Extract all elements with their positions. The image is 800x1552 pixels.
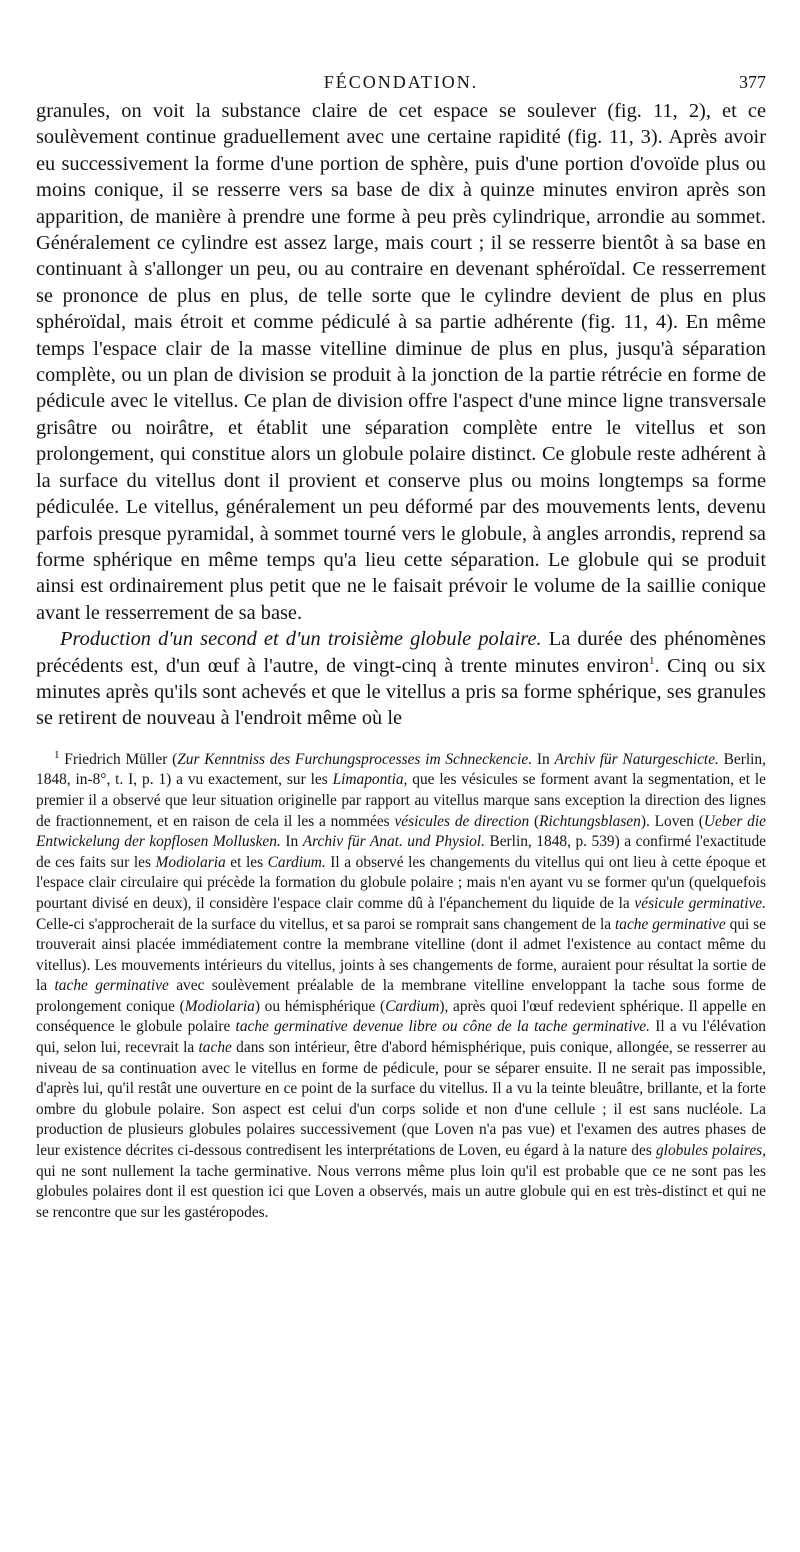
- running-head: [36, 68, 766, 98]
- footnote-term-italic: Richtungsblasen: [539, 812, 641, 830]
- paragraph-1: granules, on voit la substance claire de cet espace se soulever (fig. 11, 2), et ce soulèvement continue graduellement avec une certaine rapidité (fig. 11, 3). Après avoir eu successivement la forme d'une portion de sphère, puis d'une portion d'ovoïde plus ou moins conique, il se resserre vers sa base de dix à quinze minutes environ après son apparition, de manière à prendre une forme à peu près cylindrique, arrondie au sommet. Généralement ce cylindre est assez large, mais court ; il se resserre bientôt à sa base en continuant à s'allonger un peu, ou au contraire en devenant sphéroïdal. Ce resserrement se prononce de plus en plus, de telle sorte que le cylindre devient de plus en plus sphéroïdal, mais étroit et comme pédiculé à sa partie adhérente (fig. 11, 4). En même temps l'espace clair de la masse vitelline diminue de plus en plus, jusqu'à séparation complète, ou un plan de division se produit à la jonction de la partie rétrécie en forme de pédicule avec le vitellus. Ce plan de division offre l'aspect d'une mince ligne transversale grisâtre ou noirâtre, et établit une séparation complète entre le vitellus et son prolongement, qui constitue alors un globule polaire distinct. Ce globule reste adhérent à la surface du vitellus dont il provient et conserve plus ou moins longtemps sa forme pédiculée. Le vitellus, généralement un peu déformé par des mouvements lents, devenu parfois presque pyramidal, à sommet tourné vers le globule, à angles arrondis, reprend sa forme sphérique en même temps qu'a lieu cette séparation. Le globule qui se produit ainsi est ordinairement plus petit que ne le faisait prévoir le volume de la saillie conique avant le resserrement de sa base.: [36, 100, 766, 624]
- footnote-marker: 1: [54, 748, 60, 761]
- footnote-segment: Il a observé les changements du vitellus qui ont lieu à cette époque et l'espace clair circulaire qui précède la formation du globule polaire ; mais n'en ayant vu se former qu'un (quelquefois pourtant divisé en deux), il considère l'espace clair comme dû à l'épanchement du liquide de la: [36, 853, 767, 912]
- footnote-segment: dans son intérieur, être d'abord hémisphérique, puis conique, allongée, se resserrer au niveau de sa continuation avec le vitellus en forme de pédicule, pour se séparer ensuite. Il ne serait pas impossible, d'après lui, qu'il restât une ouverture en ce point de la surface du vitellus. Il a vu la teinte bleuâtre, brillante, et la forte ombre du globule polaire. Son aspect est celui d'un corps solide et non d'une cellule ; il est sans nucléole. La production de plusieurs globules polaires successivement (que Loven n'a pas vue) et l'examen des autres phases de leur existence décrites ci-dessous contredisent les interprétations de Loven, eu égard à la nature des: [36, 1039, 766, 1160]
- paragraph-2-end: . Cinq ou six minutes après qu'ils sont achevés et que le vitellus a pris sa forme sphérique, ses granules se retirent de nouveau à l'endroit même où le: [36, 654, 766, 730]
- footnote-segment: (: [529, 812, 540, 830]
- footnote-text: [36, 750, 766, 1224]
- footnote-taxon-italic: Cardium.: [267, 853, 326, 871]
- footnote-segment: qui ne sont nullement la tache germinative. Nous verrons même plus loin qu'il est probable que ce ne sont pas les globules polaires dont il est question ici que Loven a observés, mais un autre globule qui en est très-distinct et qui ne se rencontre que sur les gastéropodes.: [36, 1162, 766, 1221]
- footnote-segment: In: [280, 833, 303, 851]
- footnote-segment: ) ou hémisphérique (: [254, 997, 386, 1015]
- paragraph-2-start: La durée des phénomènes précédents est, d'un œuf à l'autre, de vingt-cinq à trente minutes environ: [36, 628, 766, 677]
- footnote-segment: Berlin, 1848, p. 539) a confirmé l'exactitude de ces faits sur les: [36, 833, 766, 871]
- footnote-title-italic: Ueber die Entwickelung der kopflosen Mollusken.: [36, 812, 766, 851]
- footnote-taxon-italic: Cardium: [385, 997, 440, 1015]
- footnote-segment: que les vésicules se forment avant la segmentation, et le premier il a observé que leur situation originelle par rapport au vitellus marque sans exception la direction des lignes de fractionnement, et en raison de cela il les a nommées: [36, 771, 766, 830]
- book-page: [36, 68, 766, 1223]
- footnote-term-italic: tache germinative: [54, 977, 169, 995]
- footnote-journal-italic: Archiv für Naturgeschicte.: [554, 750, 719, 768]
- footnote-term-italic: tache: [198, 1039, 232, 1057]
- footnote-segment: Il a vu l'élévation qui, selon lui, recevrait la: [36, 1018, 766, 1057]
- footnote-term-italic: vésicules de direction: [394, 812, 530, 830]
- footnote-term-italic: vésicule germinative.: [634, 894, 766, 912]
- footnote-segment: avec soulèvement préalable de la membrane vitelline enveloppant la tache sous forme de prolongement conique (: [36, 977, 766, 1015]
- footnote-segment: Berlin, 1848, in-8°, t. I, p. 1) a vu exactement, sur les: [36, 750, 766, 789]
- footnote-segment: qui se trouverait ainsi placée immédiatement contre la membrane vitelline (dont il admet l'existence au contact même du vitellus). Les mouvements intérieurs du vitellus, joints à ses changements de forme, auraient pour résultat la sortie de la: [36, 915, 766, 995]
- footnote-segment: Celle-ci s'approcherait de la surface du vitellus, et sa paroi se romprait sans changement de la: [36, 915, 615, 933]
- footnote-segment: et les: [225, 853, 268, 871]
- page-number: 377: [739, 72, 766, 92]
- footnote-taxon-italic: Modiolaria: [155, 853, 226, 871]
- footnote-segment: In: [532, 750, 555, 768]
- footnote-segment: ). Loven (: [640, 812, 704, 830]
- paragraph-2: [36, 626, 766, 732]
- footnote-journal-italic: Archiv für Anat. und Physiol.: [302, 833, 485, 851]
- footnote-segment: ), après quoi l'œuf redevient sphérique. Il appelle en conséquence le globule polaire: [36, 997, 767, 1036]
- footnote-taxon-italic: Modiolaria: [184, 997, 255, 1015]
- footnote-term-italic: tache germinative devenue libre ou cône de la tache germinative.: [235, 1018, 650, 1036]
- footnote-taxon-italic: Limapontia,: [332, 771, 408, 789]
- section-heading: Production d'un second et d'un troisième globule polaire.: [60, 628, 542, 651]
- footnote-term-italic: globules polaires,: [655, 1142, 766, 1160]
- main-text: [36, 98, 766, 732]
- footnote: [36, 750, 766, 1224]
- footnote-reference: 1: [649, 654, 655, 667]
- footnote-segment: Friedrich Müller (: [59, 750, 178, 768]
- footnote-term-italic: tache germinative: [615, 915, 726, 933]
- footnote-title-italic: Zur Kenntniss des Furchungsprocesses im Schneckencie.: [177, 750, 533, 768]
- running-title: FÉCONDATION.: [323, 72, 479, 92]
